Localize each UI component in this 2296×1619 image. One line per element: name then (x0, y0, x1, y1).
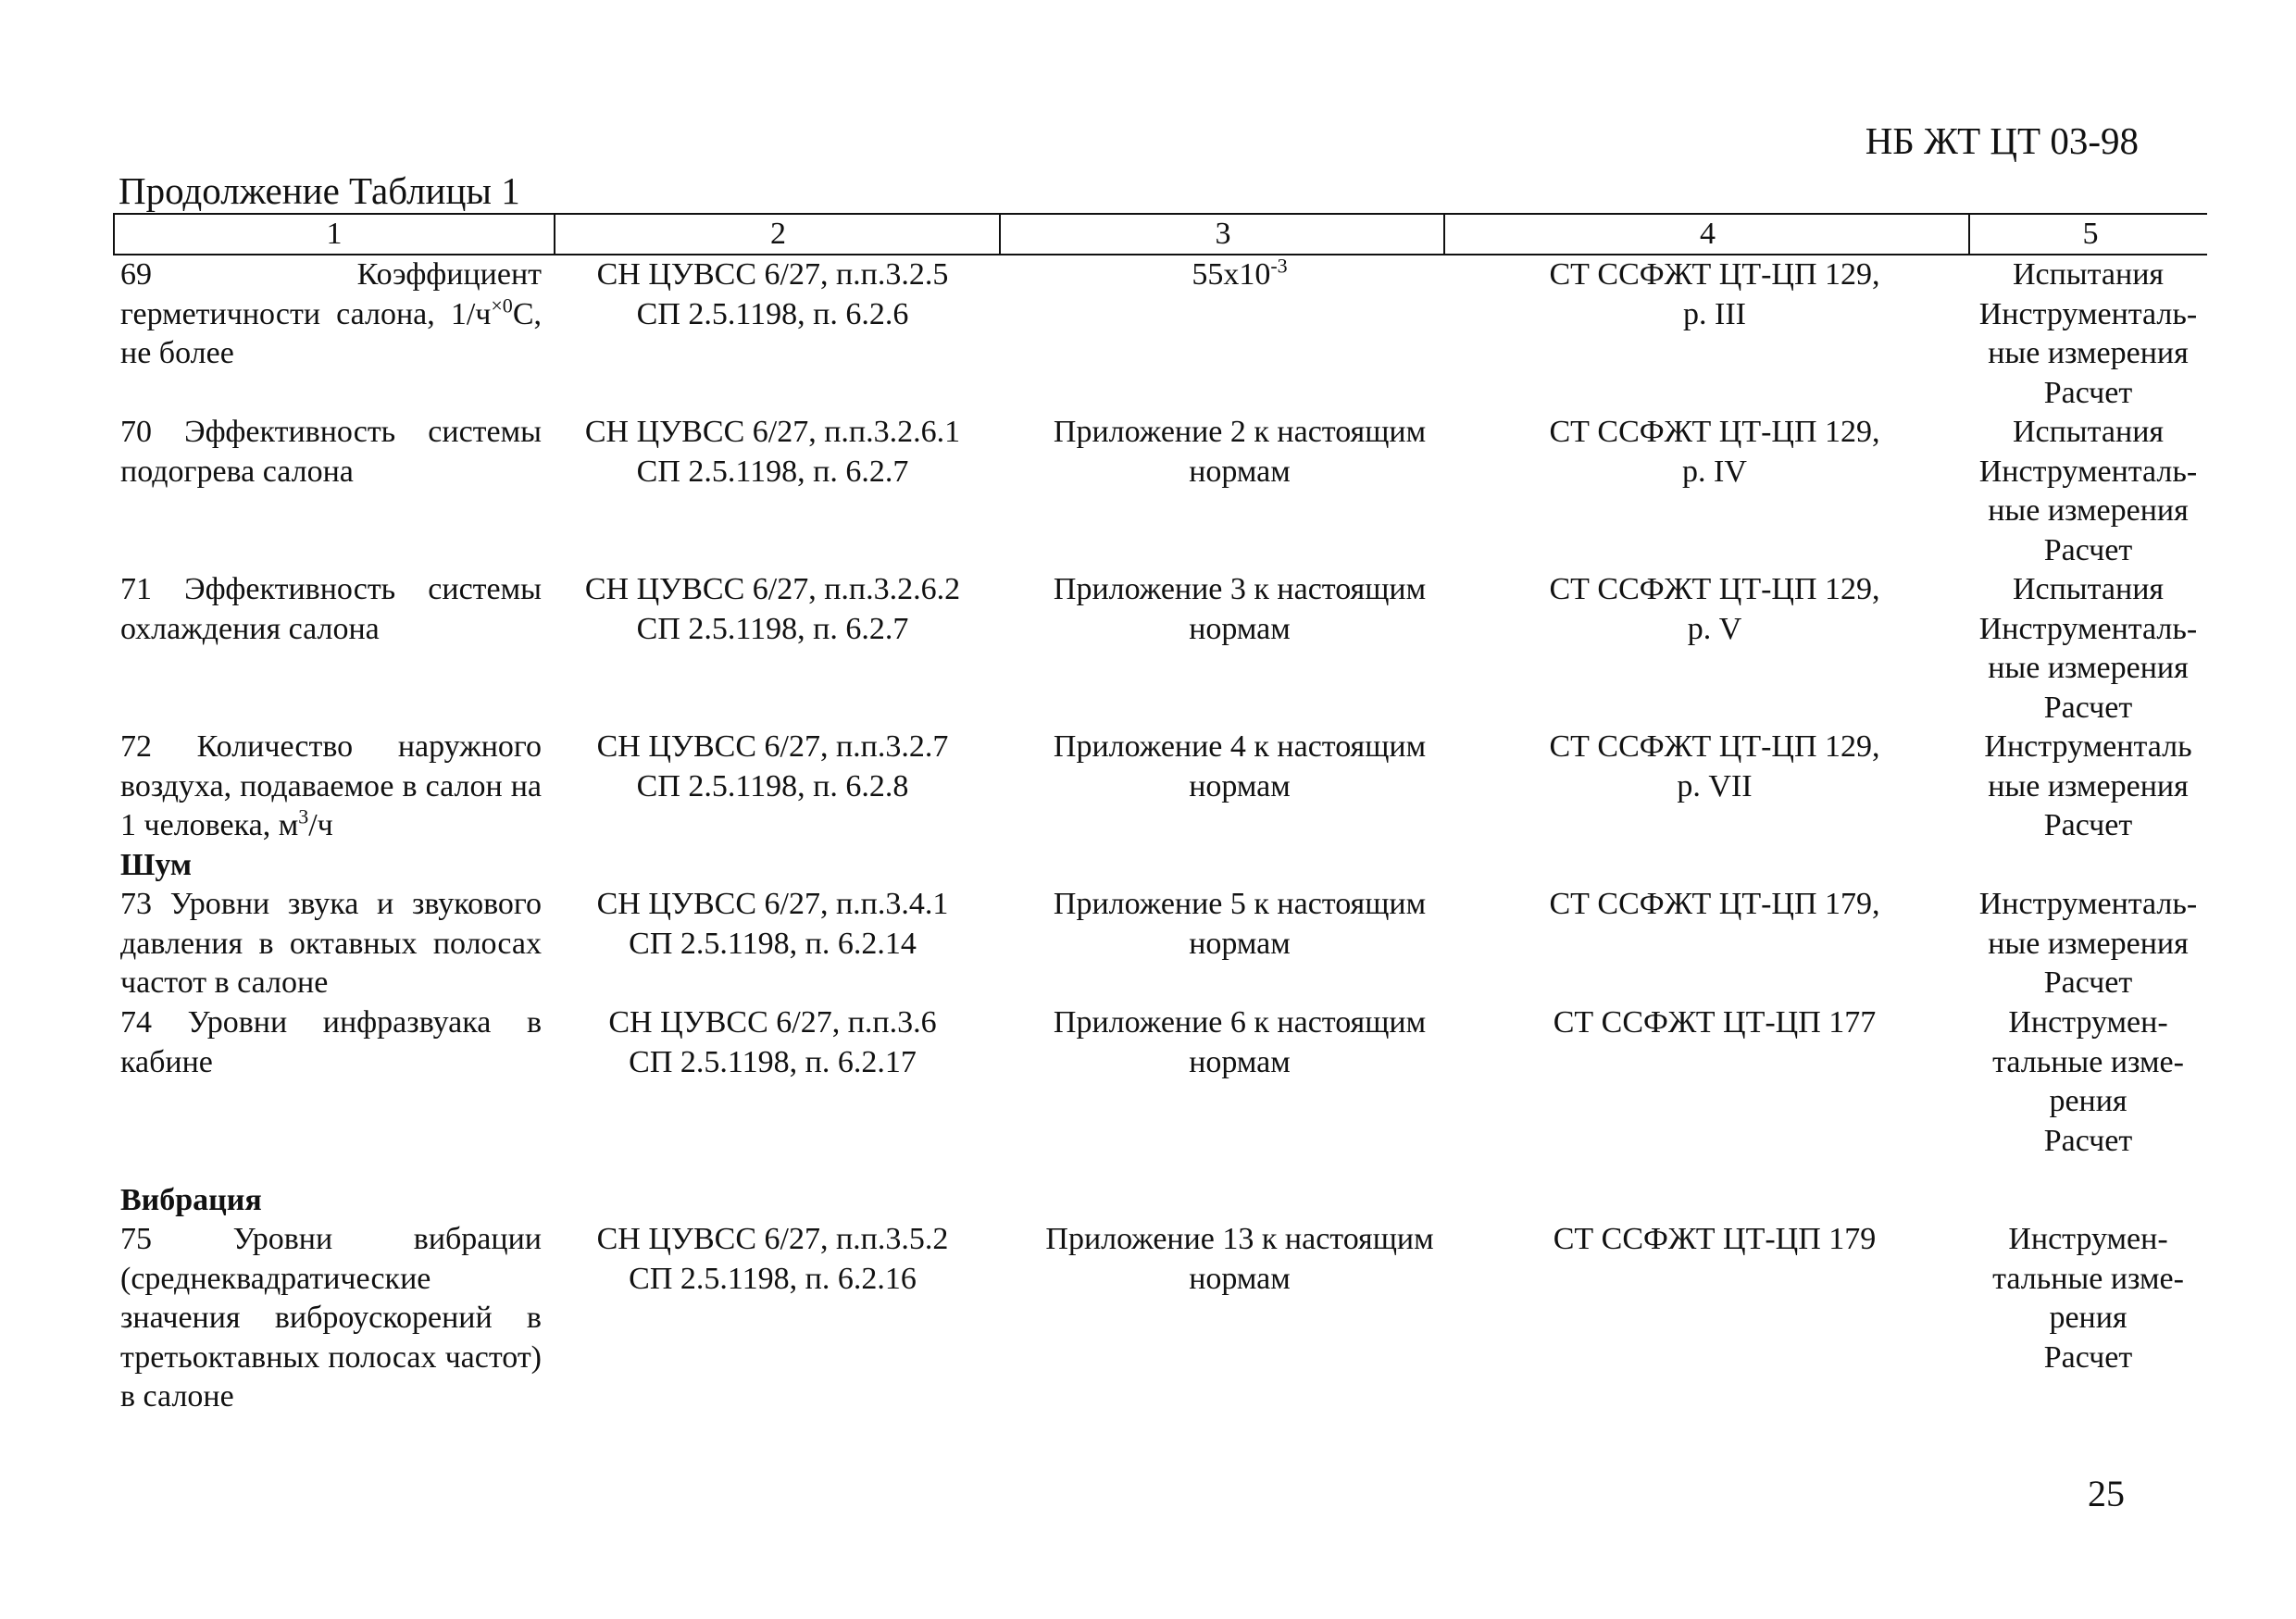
cell-control-method: Испытания Инструменталь- ные измерения Расчет (1978, 572, 2198, 725)
cell-norm-value: Приложение 5 к настоящим нормам (1053, 887, 1427, 961)
cell-norm-value: Приложение 4 к настоящим нормам (1053, 729, 1427, 803)
column-header-4: 4 (1443, 215, 1970, 254)
cell-test-method: СТ ССФЖТ ЦТ-ЦП 177 (1553, 1005, 1877, 1040)
cell-control-method: Инструменталь- ные измерения Расчет (1978, 887, 2198, 1000)
requirements-table (113, 213, 2207, 1414)
cell-indicator: 73 Уровни звука и звукового давления в октавных полосах частот в салоне (120, 887, 542, 1000)
table-header-row (113, 213, 2207, 255)
cell-indicator: 75 Уровни вибрации (среднеквадратические значения виброускорений в третьоктавных полосах частот) в салоне (120, 1222, 542, 1414)
cell-test-method: СТ ССФЖТ ЦТ-ЦП 129, р. VII (1549, 729, 1880, 803)
cell-norm-value: Приложение 3 к настоящим нормам (1053, 572, 1427, 646)
table-title: Продолжение Таблицы 1 (119, 169, 520, 212)
cell-indicator: 72 Количество наружного воздуха, подаваемое в салон на 1 человека, $м^3/ч$ (120, 729, 542, 842)
cell-control-method: Инструменталь ные измерения Расчет (1984, 729, 2192, 842)
cell-normative-document: СН ЦУВСС 6/27, п.п.3.2.6.1 СП 2.5.1198, п. 6.2.7 (584, 415, 961, 489)
cell-norm-value: Приложение 13 к настоящим нормам (1045, 1222, 1434, 1296)
cell-norm-value: Приложение 6 к настоящим нормам (1053, 1005, 1427, 1079)
column-header-1: 1 (326, 217, 343, 251)
section-heading-noise: Шум (120, 848, 193, 882)
cell-test-method: СТ ССФЖТ ЦТ-ЦП 179 (1553, 1222, 1877, 1256)
cell-control-method: Испытания Инструменталь- ные измерения Расчет (1978, 257, 2198, 410)
cell-indicator: 74 Уровни инфразвуака в кабине (120, 1005, 542, 1079)
document-code: НБ ЖТ ЦТ 03-98 (1865, 119, 2139, 162)
column-header-5: 5 (1968, 215, 2211, 254)
cell-normative-document: СН ЦУВСС 6/27, п.п.3.6 СП 2.5.1198, п. 6.2.17 (608, 1005, 937, 1079)
cell-control-method: Инструмен- тальные изме- рения Расчет (1992, 1005, 2184, 1158)
cell-control-method: Испытания Инструменталь- ные измерения Расчет (1978, 415, 2198, 567)
cell-test-method: СТ ССФЖТ ЦТ-ЦП 129, р. V (1549, 572, 1880, 646)
cell-test-method: СТ ССФЖТ ЦТ-ЦП 179, (1549, 887, 1880, 921)
cell-normative-document: СН ЦУВСС 6/27, п.п.3.2.6.2 СП 2.5.1198, п. 6.2.7 (584, 572, 961, 646)
cell-indicator: 70 Эффективность системы подогрева салона (120, 415, 542, 489)
page-number: 25 (2088, 1473, 2125, 1514)
cell-normative-document: СН ЦУВСС 6/27, п.п.3.2.5 СП 2.5.1198, п. 6.2.6 (596, 257, 949, 331)
cell-test-method: СТ ССФЖТ ЦТ-ЦП 129, р. IV (1549, 415, 1880, 489)
cell-norm-value: $55х10^{-3}$ (1192, 254, 1288, 292)
cell-normative-document: СН ЦУВСС 6/27, п.п.3.4.1 СП 2.5.1198, п. 6.2.14 (596, 887, 949, 961)
cell-norm-value: Приложение 2 к настоящим нормам (1053, 415, 1427, 489)
cell-test-method: СТ ССФЖТ ЦТ-ЦП 129, р. III (1549, 257, 1880, 331)
cell-control-method: Инструмен- тальные изме- рения Расчет (1992, 1222, 2184, 1375)
column-header-2: 2 (554, 215, 1001, 254)
column-header-3: 3 (999, 215, 1445, 254)
section-heading-vibration: Вибрация (120, 1183, 262, 1217)
cell-normative-document: СН ЦУВСС 6/27, п.п.3.5.2 СП 2.5.1198, п. 6.2.16 (596, 1222, 949, 1296)
cell-indicator: 69 Коэффициент герметичности салона, $1/ч^{\times 0}С$, не более (120, 257, 542, 370)
cell-normative-document: СН ЦУВСС 6/27, п.п.3.2.7 СП 2.5.1198, п. 6.2.8 (596, 729, 949, 803)
cell-indicator: 71 Эффективность системы охлаждения салона (120, 572, 542, 646)
